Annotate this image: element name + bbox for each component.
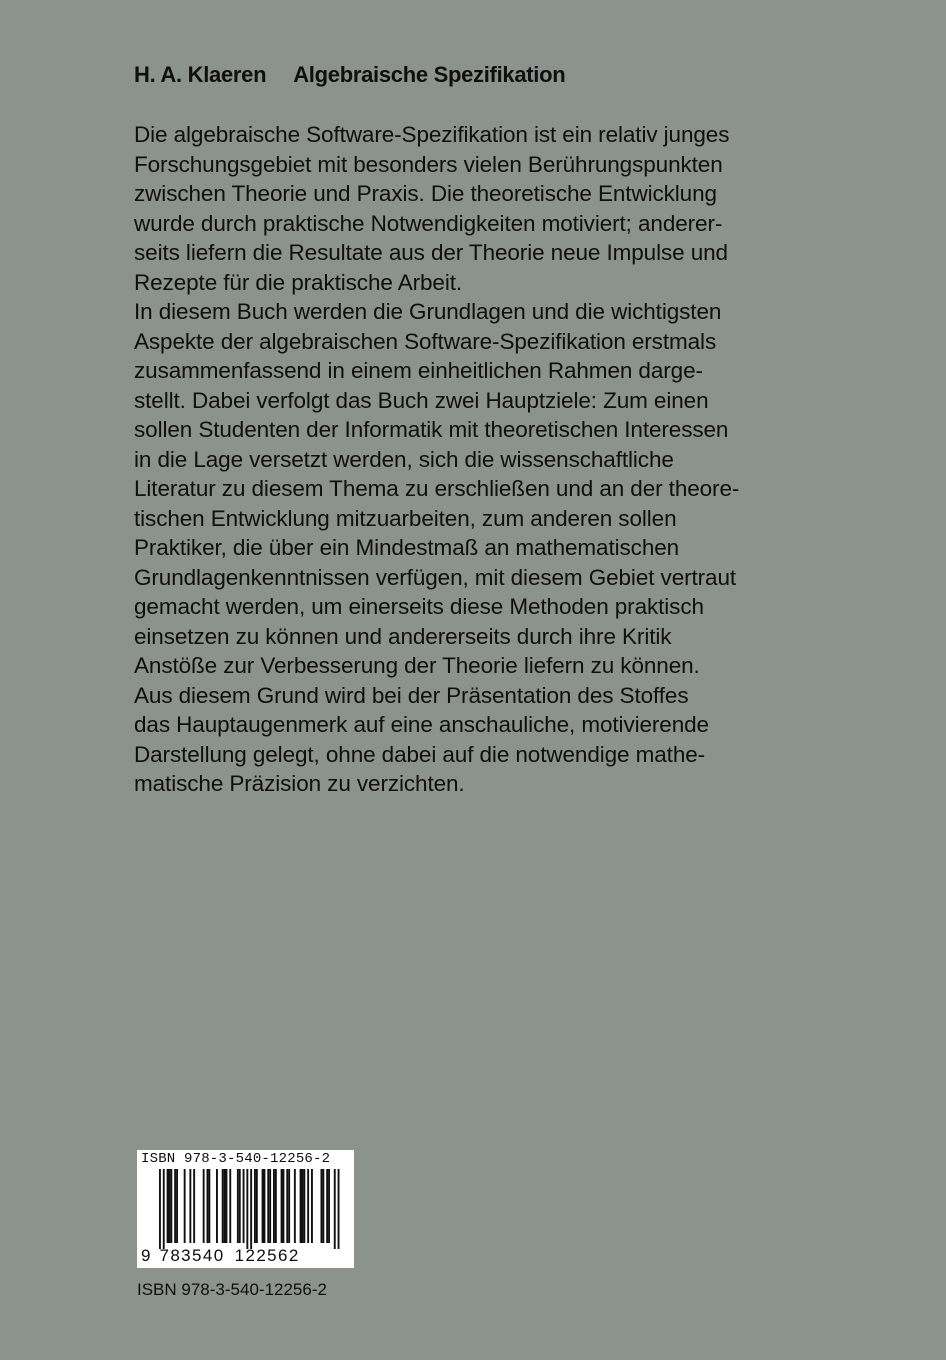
barcode-bar: [176, 1169, 178, 1243]
barcode-guard-bar: [250, 1169, 252, 1249]
barcode-bar: [216, 1169, 218, 1243]
barcode-bar: [294, 1169, 296, 1243]
blurb-line: in die Lage versetzt werden, sich die wissenschaftliche: [134, 446, 674, 472]
barcode-bar: [283, 1169, 285, 1243]
ean-digits: [141, 1246, 300, 1266]
blurb-line: Aspekte der algebraischen Software-Spezifikation erstmals: [134, 328, 717, 354]
barcode-bar: [189, 1169, 191, 1243]
barcode-bar: [311, 1169, 313, 1243]
barcode-bar: [174, 1169, 176, 1243]
blurb-line: seits liefern die Resultate aus der Theorie neue Impulse und: [134, 240, 728, 265]
barcode-bar: [193, 1169, 195, 1243]
blurb-line: matische Präzision zu verzichten.: [134, 771, 465, 796]
blurb-line: zusammenfassend in einem einheitlichen Rahmen darge-: [134, 358, 703, 383]
barcode-bar: [269, 1169, 271, 1243]
barcode-bar: [273, 1169, 275, 1243]
blurb-line: sollen Studenten der Informatik mit theoretischen Interessen: [134, 417, 729, 442]
blurb-line: tischen Entwicklung mitzuarbeiten, zum anderen sollen: [134, 505, 677, 531]
barcode-bar: [239, 1169, 241, 1243]
blurb-line: zwischen Theorie und Praxis. Die theoretische Entwicklung: [134, 181, 717, 206]
barcode-bar: [286, 1169, 288, 1243]
barcode-guard-bar: [159, 1169, 161, 1249]
barcode-bar: [326, 1169, 328, 1243]
barcode-guard-bar: [246, 1169, 248, 1249]
blurb-line: einsetzen zu können und andererseits durch ihre Kritik: [134, 623, 672, 649]
barcode-bar: [328, 1169, 330, 1243]
blurb-line: wurde durch praktische Notwendigkeiten motiviert; anderer-: [134, 210, 723, 236]
ean-barcode: [137, 1169, 354, 1249]
barcode-bar: [169, 1169, 171, 1243]
blurb-line: das Hauptaugenmerk auf eine anschauliche, motivierende: [134, 712, 709, 737]
barcode-bar: [226, 1169, 228, 1243]
blurb-line: Rezepte für die praktische Arbeit.: [134, 269, 463, 295]
barcode-guard-bar: [163, 1169, 165, 1249]
barcode-label: [137, 1150, 354, 1268]
barcode-bar: [224, 1169, 226, 1243]
barcode-bar: [307, 1169, 309, 1243]
barcode-bar: [167, 1169, 169, 1243]
blurb-line: Literatur zu diesem Thema zu erschließen und an der theore-: [134, 476, 740, 501]
blurb-line: Forschungsgebiet mit besonders vielen Berührungspunkten: [134, 151, 723, 177]
barcode-bar: [267, 1169, 269, 1243]
barcode-bar: [237, 1169, 239, 1243]
blurb-line: Aus diesem Grund wird bei der Präsentation des Stoffes: [134, 682, 689, 708]
blurb-line: In diesem Buch werden die Grundlagen und die wichtigsten: [134, 299, 722, 324]
blurb-text: [134, 120, 794, 799]
barcode-guard-bar: [334, 1169, 336, 1249]
barcode-bar: [208, 1169, 210, 1243]
blurb-line: Anstöße zur Verbesserung der Theorie liefern zu können.: [134, 653, 700, 678]
barcode-bar: [256, 1169, 258, 1243]
barcode-guard-bar: [338, 1169, 340, 1249]
barcode-bar: [170, 1169, 172, 1243]
barcode-bar: [229, 1169, 231, 1243]
barcode-bar: [203, 1169, 205, 1243]
blurb-line: Die algebraische Software-Spezifikation ist ein relativ junges: [134, 122, 730, 147]
barcode-bar: [207, 1169, 209, 1243]
barcode-bar: [264, 1169, 266, 1243]
blurb-line: gemacht werden, um einerseits diese Methoden praktisch: [134, 594, 704, 619]
book-title: Algebraische Spezifikation: [293, 62, 566, 87]
barcode-bar: [300, 1169, 302, 1243]
barcode-isbn-text: ISBN 978-3-540-12256-2: [141, 1151, 331, 1167]
blurb-line: Praktiker, die über ein Mindestmaß an mathematischen: [134, 535, 680, 560]
ean-right-group: 122562: [234, 1246, 300, 1265]
blurb-line: Grundlagenkenntnissen verfügen, mit diesem Gebiet vertraut: [134, 564, 737, 590]
barcode-bar: [302, 1169, 304, 1243]
barcode-bar: [303, 1169, 305, 1243]
barcode-bar: [322, 1169, 324, 1243]
barcode-bar: [275, 1169, 277, 1243]
ean-first-digit: 9: [141, 1246, 151, 1265]
barcode-bar: [184, 1169, 186, 1243]
blurb-line: stellt. Dabei verfolgt das Buch zwei Hauptziele: Zum einen: [134, 387, 709, 413]
barcode-bar: [321, 1169, 323, 1243]
barcode-bar: [262, 1169, 264, 1243]
barcode-bar: [288, 1169, 290, 1243]
barcode-bar: [281, 1169, 283, 1243]
book-header: [134, 62, 565, 88]
author-name: H. A. Klaeren: [134, 62, 267, 87]
barcode-bar: [243, 1169, 245, 1243]
ean-left-group: 783540: [159, 1246, 225, 1265]
blurb-line: Darstellung gelegt, ohne dabei auf die notwendige mathe-: [134, 741, 706, 767]
barcode-bar: [222, 1169, 224, 1243]
isbn-number: ISBN 978-3-540-12256-2: [137, 1280, 327, 1299]
barcode-bar: [254, 1169, 256, 1243]
